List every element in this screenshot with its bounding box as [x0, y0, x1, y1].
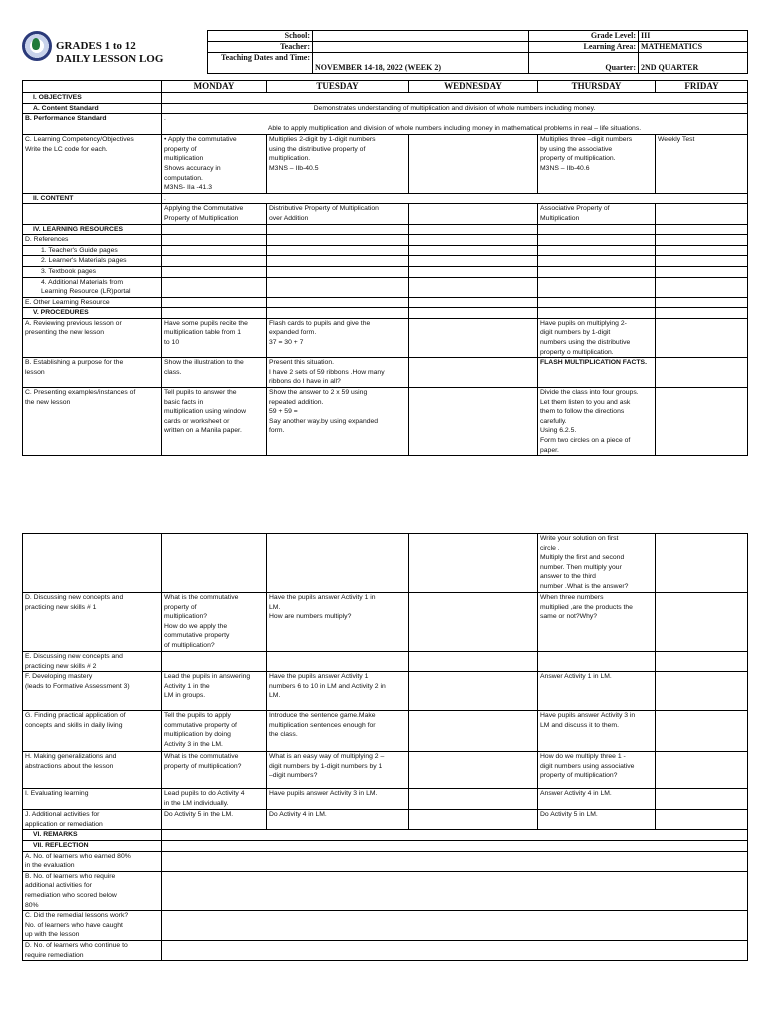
procedure-d-thursday: When three numbers multiplied ,are the products the same or not?Why? [538, 593, 656, 652]
lc-friday: Weekly Test [656, 135, 748, 194]
table-row [23, 534, 748, 593]
table-row [23, 308, 748, 319]
procedure-f-thursday: Answer Activity 1 in LM. [538, 672, 656, 711]
procedure-b-label: B. Establishing a purpose for the lesson [23, 358, 162, 388]
school-value [313, 31, 529, 42]
other-resources-label: E. Other Learning Resource [23, 297, 162, 308]
day-monday: MONDAY [162, 81, 267, 93]
grade-level-label: Grade Level: [529, 31, 639, 42]
table-row [23, 871, 748, 910]
reflection-heading: VII. REFLECTION [23, 840, 162, 851]
table-row [23, 204, 748, 224]
dates-label: Teaching Dates and Time: [208, 53, 313, 74]
procedure-a-thursday: Have pupils on multiplying 2- digit numbers by 1-digit numbers using the distributive property o multiplication. [538, 318, 656, 357]
procedure-b-tuesday: Present this situation. I have 2 sets of 59 ribbons .How many ribbons do I have in all? [267, 358, 409, 388]
procedure-i-label: I. Evaluating learning [23, 789, 162, 810]
performance-standard-label: B. Performance Standard [23, 114, 162, 135]
day-wednesday: WEDNESDAY [409, 81, 538, 93]
lesson-log-table-page2 [22, 533, 748, 961]
objectives-heading: I. OBJECTIVES [23, 93, 162, 104]
procedure-b-monday: Show the illustration to the class. [162, 358, 267, 388]
table-row [23, 114, 748, 135]
procedure-h-thursday: How do we multiply three 1 - digit numbers using associative property of multiplication? [538, 752, 656, 789]
procedure-d-monday: What is the commutative property of multiplication? How do we apply the commutative property of multiplication? [162, 593, 267, 652]
table-row [23, 652, 748, 672]
header-info-table [207, 30, 748, 74]
deped-seal-logo [22, 31, 52, 61]
content-dot: . [162, 193, 748, 204]
procedure-f-label: F. Developing mastery (leads to Formative Assessment 3) [23, 672, 162, 711]
title-line1: GRADES 1 to 12 [56, 40, 136, 52]
table-row [23, 789, 748, 810]
teachers-guide-label: 1. Teacher's Guide pages [23, 245, 162, 256]
table-row [23, 235, 748, 246]
days-header-row [23, 81, 748, 93]
procedure-a-tuesday: Flash cards to pupils and give the expanded form. 37 = 30 + 7 [267, 318, 409, 357]
procedure-a-monday: Have some pupils recite the multiplication table from 1 to 10 [162, 318, 267, 357]
learning-resources-heading: IV. LEARNING RESOURCES [23, 224, 162, 235]
lc-monday: • Apply the commutative property of multiplication Shows accuracy in computation. M3NS- IIa -41.3 [162, 135, 267, 194]
remarks-heading: VI. REMARKS [23, 830, 162, 841]
table-row [23, 103, 748, 114]
table-row [23, 266, 748, 277]
procedure-a-label: A. Reviewing previous lesson or presenting the new lesson [23, 318, 162, 357]
procedure-g-monday: Tell the pupils to apply commutative property of multiplication by doing Activity 3 in the LM. [162, 711, 267, 752]
procedure-e-label: E. Discussing new concepts and practicing new skills # 2 [23, 652, 162, 672]
content-standard-value: Demonstrates understanding of multiplication and division of whole numbers including money. [162, 103, 748, 114]
lc-tuesday: Multiplies 2-digit by 1-digit numbers using the distributive property of multiplication. M3NS – IIb-40.5 [267, 135, 409, 194]
procedure-j-tuesday: Do Activity 4 in LM. [267, 810, 409, 830]
day-thursday: THURSDAY [538, 81, 656, 93]
performance-standard-cell [162, 114, 748, 135]
procedure-c-label: C. Presenting examples/instances of the new lesson [23, 388, 162, 456]
performance-standard-value: Able to apply multiplication and division of whole numbers including money in mathematical problems in real – life situations. [267, 125, 642, 133]
procedure-i-monday: Lead pupils to do Activity 4 in the LM individually. [162, 789, 267, 810]
table-row [23, 277, 748, 297]
table-row [23, 940, 748, 960]
table-row [23, 672, 748, 711]
table-row [23, 840, 748, 851]
table-row [23, 358, 748, 388]
procedure-c-monday: Tell pupils to answer the basic facts in multiplication using window cards or worksheet or written on a Manila paper. [162, 388, 267, 456]
references-label: D. References [23, 235, 162, 246]
table-row [23, 245, 748, 256]
procedure-g-thursday: Have pupils answer Activity 3 in LM and discuss it to them. [538, 711, 656, 752]
lc-wednesday [409, 135, 538, 194]
content-thursday: Associative Property of Multiplication [538, 204, 656, 224]
procedure-c-tuesday: Show the answer to 2 x 59 using repeated addition. 59 + 59 = Say another way.by using expanded form. [267, 388, 409, 456]
procedure-d-tuesday: Have the pupils answer Activity 1 in LM. How are numbers multiply? [267, 593, 409, 652]
content-standard-label: A. Content Standard [23, 103, 162, 114]
textbook-pages-label: 3. Textbook pages [23, 266, 162, 277]
reflection-a-label: A. No. of learners who earned 80% in the evaluation [23, 851, 162, 871]
procedure-i-tuesday: Have pupils answer Activity 3 in LM. [267, 789, 409, 810]
day-friday: FRIDAY [656, 81, 748, 93]
title-line2: DAILY LESSON LOG [56, 53, 164, 65]
day-tuesday: TUESDAY [267, 81, 409, 93]
procedure-c-thursday-continued: Write your solution on first circle . Multiply the first and second number. Then multiply your answer to the third number .What is the answer? [538, 534, 656, 593]
teacher-label: Teacher: [208, 42, 313, 53]
dates-value: NOVEMBER 14-18, 2022 (WEEK 2) [313, 53, 529, 74]
quarter-label: Quarter: [529, 53, 639, 74]
procedure-g-label: G. Finding practical application of concepts and skills in daily living [23, 711, 162, 752]
table-row [23, 135, 748, 194]
performance-standard-dot: . [164, 115, 166, 123]
learners-materials-label: 2. Learner's Materials pages [23, 256, 162, 267]
procedure-c-thursday: Divide the class into four groups. Let them listen to you and ask them to follow the directions carefully. Using 6.2.5. Form two circles on a piece of paper. [538, 388, 656, 456]
table-row [23, 810, 748, 830]
procedure-j-label: J. Additional activities for application or remediation [23, 810, 162, 830]
table-row [23, 711, 748, 752]
teacher-value [313, 42, 529, 53]
table-row [23, 318, 748, 357]
table-row [23, 256, 748, 267]
procedure-h-tuesday: What is an easy way of multiplying 2 – digit numbers by 1-digit numbers by 1 –digit numbers? [267, 752, 409, 789]
learning-area-label: Learning Area: [529, 42, 639, 53]
lesson-log-table-page1 [22, 80, 748, 456]
procedure-g-tuesday: Introduce the sentence game.Make multiplication sentences enough for the class. [267, 711, 409, 752]
reflection-b-label: B. No. of learners who require additional activities for remediation who scored below 80% [23, 871, 162, 910]
procedure-f-tuesday: Have the pupils answer Activity 1 numbers 6 to 10 in LM and Activity 2 in LM. [267, 672, 409, 711]
procedure-j-thursday: Do Activity 5 in LM. [538, 810, 656, 830]
table-row [23, 224, 748, 235]
table-row [23, 911, 748, 941]
table-row [23, 297, 748, 308]
document-title [56, 40, 163, 66]
procedure-h-monday: What is the commutative property of multiplication? [162, 752, 267, 789]
procedure-f-monday: Lead the pupils in answering Activity 1 in the LM in groups. [162, 672, 267, 711]
table-row [23, 830, 748, 841]
procedure-i-thursday: Answer Activity 4 in LM. [538, 789, 656, 810]
table-row [23, 752, 748, 789]
content-tuesday: Distributive Property of Multiplication over Addition [267, 204, 409, 224]
procedure-j-monday: Do Activity 5 in the LM. [162, 810, 267, 830]
content-heading: II. CONTENT [23, 193, 162, 204]
table-row [23, 593, 748, 652]
reflection-c-label: C. Did the remedial lessons work? No. of learners who have caught up with the lesson [23, 911, 162, 941]
content-monday: Applying the Commutative Property of Multiplication [162, 204, 267, 224]
reflection-d-label: D. No. of learners who continue to require remediation [23, 940, 162, 960]
lc-thursday: Multiplies three –digit numbers by using the associative property of multiplication. M3NS – IIb-40.6 [538, 135, 656, 194]
table-row [23, 93, 748, 104]
additional-materials-label: 4. Additional Materials from Learning Resource (LR)portal [23, 277, 162, 297]
procedure-h-label: H. Making generalizations and abstractions about the lesson [23, 752, 162, 789]
learning-competency-label: C. Learning Competency/Objectives Write the LC code for each. [23, 135, 162, 194]
table-row [23, 851, 748, 871]
procedure-d-label: D. Discussing new concepts and practicing new skills # 1 [23, 593, 162, 652]
learning-area-value: MATHEMATICS [639, 42, 748, 53]
grade-level-value: III [639, 31, 748, 42]
quarter-value: 2ND QUARTER [639, 53, 748, 74]
table-row [23, 193, 748, 204]
procedures-heading: V. PROCEDURES [23, 308, 162, 319]
table-row [23, 388, 748, 456]
procedure-b-thursday: FLASH MULTIPLICATION FACTS. [538, 358, 656, 388]
school-label: School: [208, 31, 313, 42]
